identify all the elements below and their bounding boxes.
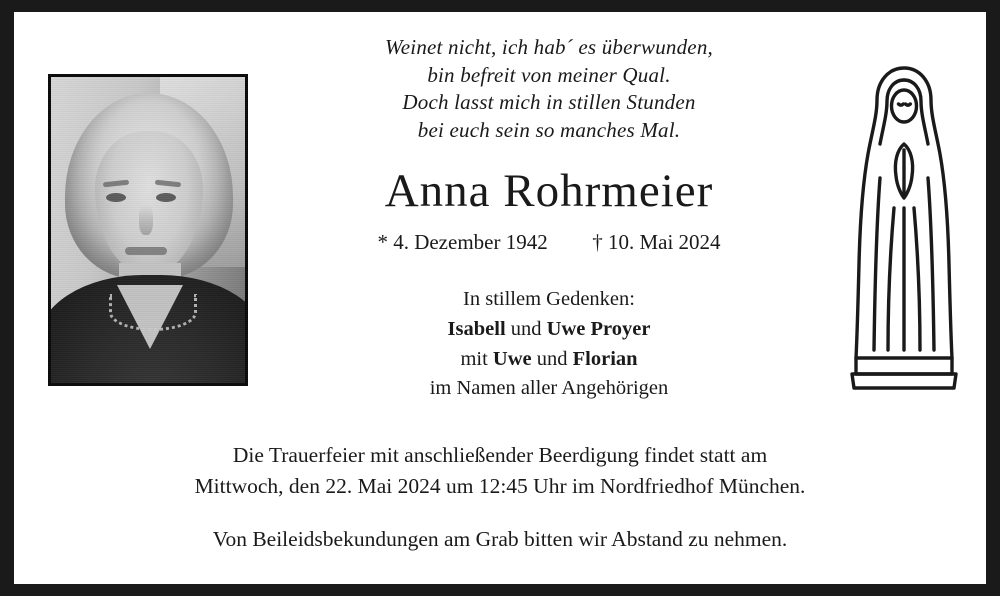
deceased-name: Anna Rohrmeier	[384, 164, 714, 217]
mourner-uwe: Uwe	[492, 347, 532, 370]
memorial-verse	[262, 34, 836, 145]
portrait-photo-frame	[48, 74, 248, 386]
life-dates	[262, 230, 836, 255]
death-date: † 10. Mai 2024	[592, 230, 721, 255]
praying-madonna-icon	[844, 58, 964, 394]
verse-line-4: bei euch sein so manches Mal.	[417, 118, 681, 143]
mourner-florian: Florian	[572, 347, 638, 370]
birth-date: * 4. Dezember 1942	[377, 230, 548, 255]
photo-eye-right	[156, 193, 176, 202]
dedication-intro: In stillem Gedenken:	[463, 288, 635, 311]
photo-eye-left	[106, 193, 126, 202]
verse-line-1: Weinet nicht, ich hab´ es überwunden,	[385, 35, 713, 59]
photo-nose	[139, 205, 153, 235]
with-label: mit	[460, 347, 493, 370]
ceremony-details	[34, 440, 966, 501]
condolence-note: Von Beileidsbekundungen am Grab bitten wir Abstand zu nehmen.	[212, 527, 788, 552]
dedication-block	[262, 285, 836, 404]
memorial-text-block	[262, 34, 836, 404]
dedication-line-4: im Namen aller Angehörigen	[429, 377, 669, 400]
verse-line-2: bin befreit von meiner Qual.	[427, 62, 671, 87]
photo-necklace	[109, 294, 197, 331]
verse-line-3: Doch lasst mich in stillen Stunden	[402, 90, 696, 115]
ceremony-line-1: Die Trauerfeier mit anschließender Beerdigung findet statt am	[232, 443, 768, 467]
portrait-photo	[51, 77, 245, 383]
ceremony-line-2: Mittwoch, den 22. Mai 2024 um 12:45 Uhr im Nordfriedhof München.	[194, 473, 806, 498]
funeral-info-block	[34, 440, 966, 552]
mourner-uwe-proyer: Uwe Proyer	[546, 317, 651, 340]
conjunction-1: und	[505, 317, 547, 340]
conjunction-2: und	[531, 347, 573, 370]
mourner-isabell: Isabell	[447, 317, 506, 340]
photo-mouth	[125, 247, 167, 255]
dedication-line-3	[262, 345, 836, 375]
dedication-line-2	[262, 315, 836, 345]
